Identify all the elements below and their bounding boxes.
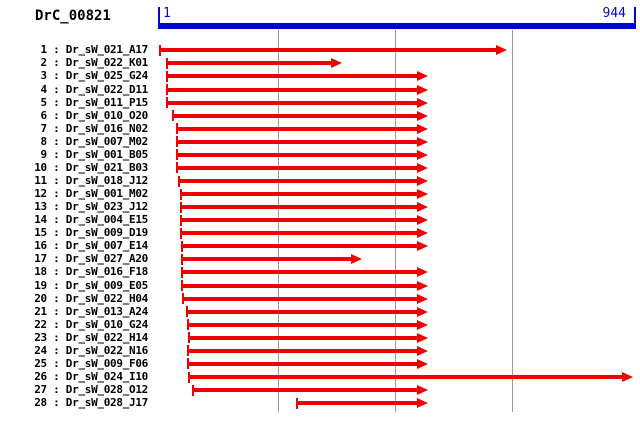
row-label: 28 : Dr_sW_028_J17 [34, 396, 148, 409]
alignment-arrow [180, 218, 419, 222]
arrowhead-icon [417, 71, 428, 81]
row-label: 21 : Dr_sW_013_A24 [34, 305, 148, 318]
alignment-arrow [181, 284, 419, 288]
alignment-arrow [181, 257, 353, 261]
alignment-arrow [166, 61, 333, 65]
row-label: 12 : Dr_sW_001_M02 [34, 187, 148, 200]
row-label: 15 : Dr_sW_009_D19 [34, 226, 148, 239]
arrowhead-icon [417, 320, 428, 330]
row-label: 27 : Dr_sW_028_O12 [34, 383, 148, 396]
row-label: 11 : Dr_sW_018_J12 [34, 174, 148, 187]
row-label: 25 : Dr_sW_009_F06 [34, 357, 148, 370]
row-label: 20 : Dr_sW_022_H04 [34, 292, 148, 305]
row-label: 24 : Dr_sW_022_N16 [34, 344, 148, 357]
alignment-arrow [166, 88, 419, 92]
sequence-title: DrC_00821 [35, 8, 111, 24]
alignment-arrow [180, 231, 419, 235]
arrowhead-icon [417, 163, 428, 173]
arrowhead-icon [417, 111, 428, 121]
arrowhead-icon [417, 189, 428, 199]
arrowhead-icon [417, 228, 428, 238]
arrowhead-icon [417, 215, 428, 225]
row-label: 10 : Dr_sW_021_B03 [34, 161, 148, 174]
alignment-arrow [187, 362, 419, 366]
alignment-arrow [187, 323, 419, 327]
arrowhead-icon [622, 372, 633, 382]
alignment-arrow [296, 401, 419, 405]
row-label: 2 : Dr_sW_022_K01 [34, 56, 148, 69]
arrowhead-icon [417, 294, 428, 304]
row-label: 9 : Dr_sW_001_B05 [34, 148, 148, 161]
alignment-arrow [181, 244, 419, 248]
arrowhead-icon [417, 124, 428, 134]
row-label: 7 : Dr_sW_016_N02 [34, 122, 148, 135]
arrowhead-icon [417, 98, 428, 108]
alignment-arrow [180, 205, 419, 209]
row-label: 4 : Dr_sW_022_D11 [34, 83, 148, 96]
arrowhead-icon [417, 333, 428, 343]
alignment-arrow [187, 349, 419, 353]
row-label: 1 : Dr_sW_021_A17 [34, 43, 148, 56]
alignment-arrow [176, 127, 419, 131]
alignment-arrow [181, 270, 419, 274]
ruler-bar [158, 23, 636, 29]
alignment-arrow [172, 114, 419, 118]
row-label: 18 : Dr_sW_016_F18 [34, 265, 148, 278]
alignment-arrow [166, 101, 419, 105]
row-label: 13 : Dr_sW_023_J12 [34, 200, 148, 213]
arrowhead-icon [417, 398, 428, 408]
gridline [512, 30, 513, 412]
arrowhead-icon [417, 150, 428, 160]
alignment-arrow [159, 48, 498, 52]
ruler-start-label: 1 [163, 6, 171, 21]
arrowhead-icon [417, 241, 428, 251]
row-label: 17 : Dr_sW_027_A20 [34, 252, 148, 265]
arrowhead-icon [417, 346, 428, 356]
alignment-arrow [180, 192, 419, 196]
alignment-arrow [186, 310, 419, 314]
arrowhead-icon [331, 58, 342, 68]
arrowhead-icon [417, 307, 428, 317]
row-label: 26 : Dr_sW_024_I10 [34, 370, 148, 383]
row-label: 5 : Dr_sW_011_P15 [34, 96, 148, 109]
row-label: 19 : Dr_sW_009_E05 [34, 279, 148, 292]
arrowhead-icon [417, 85, 428, 95]
alignment-arrow [182, 297, 419, 301]
row-label: 8 : Dr_sW_007_M02 [34, 135, 148, 148]
alignment-arrow [188, 375, 624, 379]
row-label: 14 : Dr_sW_004_E15 [34, 213, 148, 226]
row-label: 3 : Dr_sW_025_G24 [34, 69, 148, 82]
arrowhead-icon [417, 267, 428, 277]
ruler-start-tick [158, 7, 160, 23]
alignment-arrow [188, 336, 419, 340]
ruler-end-label: 944 [602, 6, 626, 21]
alignment-arrow [178, 179, 419, 183]
alignment-arrow [176, 140, 419, 144]
row-label: 6 : Dr_sW_010_O20 [34, 109, 148, 122]
arrowhead-icon [417, 137, 428, 147]
alignment-arrow [176, 153, 419, 157]
row-label: 16 : Dr_sW_007_E14 [34, 239, 148, 252]
alignment-arrow [192, 388, 419, 392]
arrowhead-icon [417, 281, 428, 291]
arrowhead-icon [351, 254, 362, 264]
arrowhead-icon [417, 359, 428, 369]
alignment-arrow [166, 74, 419, 78]
arrowhead-icon [417, 176, 428, 186]
row-label: 23 : Dr_sW_022_H14 [34, 331, 148, 344]
row-label: 22 : Dr_sW_010_G24 [34, 318, 148, 331]
arrowhead-icon [417, 385, 428, 395]
alignment-arrow [176, 166, 419, 170]
arrowhead-icon [496, 45, 507, 55]
arrowhead-icon [417, 202, 428, 212]
ruler-end-tick [634, 7, 636, 23]
